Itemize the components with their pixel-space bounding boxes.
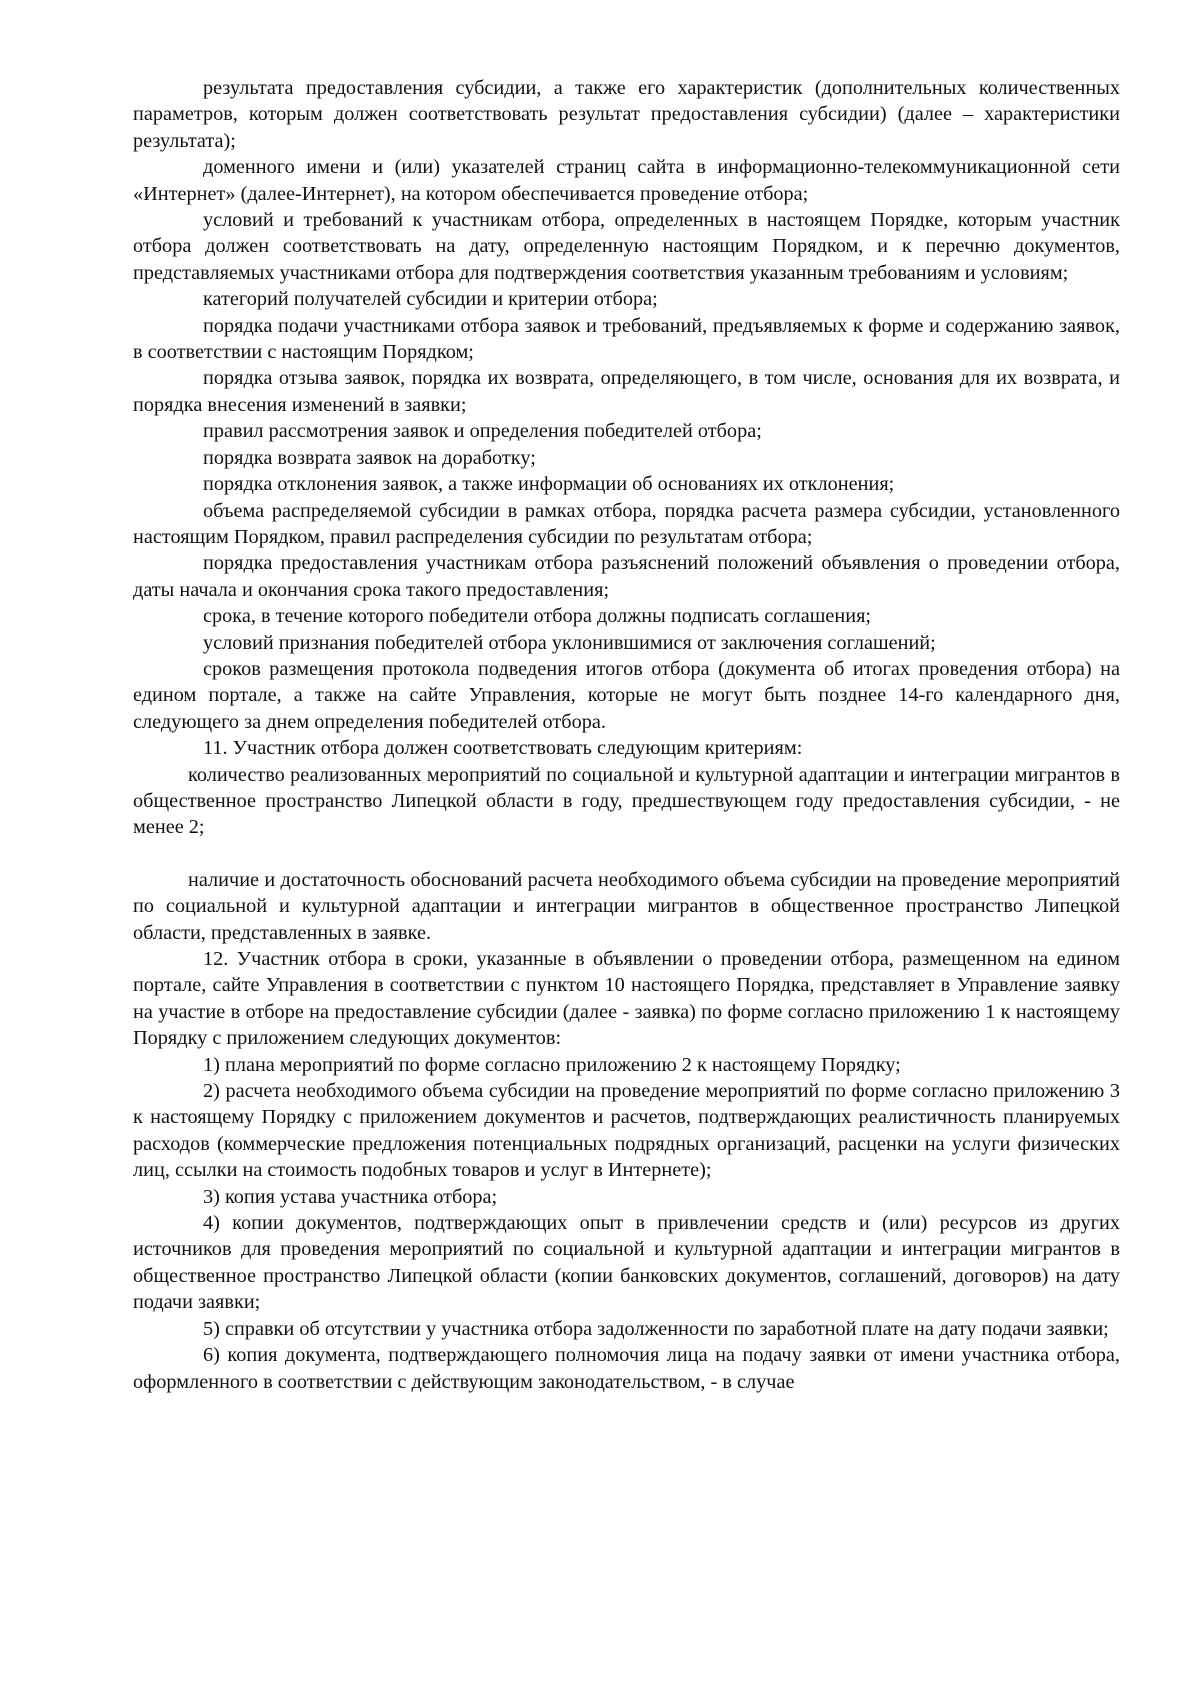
list-item: 6) копия документа, подтверждающего полномочия лица на подачу заявки от имени участника отбора, оформленного в соответствии с действующим законодательством, - в случае <box>133 1344 1120 1393</box>
criterion-paragraph: количество реализованных мероприятий по социальной и культурной адаптации и интеграции мигрантов в общественное пространство Липецкой области в году, предшествующем году предоставления субсидии, - не менее 2; <box>133 763 1120 839</box>
paragraph: порядка отзыва заявок, порядка их возврата, определяющего, в том числе, основания для их возврата, и порядка внесения изменений в заявки; <box>133 367 1120 416</box>
list-item: 1) плана мероприятий по форме согласно приложению 2 к настоящему Порядку; <box>203 1053 901 1076</box>
paragraph: порядка отклонения заявок, а также информации об основаниях их отклонения; <box>203 473 895 496</box>
criterion-paragraph: наличие и достаточность обоснований расчета необходимого объема субсидии на проведение мероприятий по социальной и культурной адаптации и интеграции мигрантов в общественное пространство Липецкой области, представленных в заявке. <box>133 868 1120 944</box>
paragraph: порядка возврата заявок на доработку; <box>203 446 536 469</box>
list-item: 2) расчета необходимого объема субсидии на проведение мероприятий по форме согласно приложению 3 к настоящему Порядку с приложением документов и расчетов, подтверждающих реалистичность планируемых расходов (коммерческие предложения потенциальных подрядных организаций, расценки на услуги физических лиц, ссылки на стоимость подобных товаров и услуг в Интернете); <box>133 1080 1120 1182</box>
paragraph: объема распределяемой субсидии в рамках отбора, порядка расчета размера субсидии, установленного настоящим Порядком, правил распределения субсидии по результатам отбора; <box>133 499 1120 548</box>
paragraph: условий признания победителей отбора уклонившимися от заключения соглашений; <box>203 631 936 654</box>
paragraph: правил рассмотрения заявок и определения победителей отбора; <box>203 420 762 443</box>
paragraph: порядка предоставления участникам отбора разъяснений положений объявления о проведении отбора, даты начала и окончания срока такого предоставления; <box>133 552 1120 601</box>
paragraph: доменного имени и (или) указателей страниц сайта в информационно-телекоммуникационной сети «Интернет» (далее-Интернет), на котором обеспечивается проведение отбора; <box>133 156 1120 205</box>
paragraph: порядка подачи участниками отбора заявок и требований, предъявляемых к форме и содержанию заявок, в соответствии с настоящим Порядком; <box>133 314 1120 364</box>
list-item: 4) копии документов, подтверждающих опыт в привлечении средств и (или) ресурсов из других источников для проведения мероприятий по социальной и культурной адаптации и интеграции мигрантов в общественное пространство Липецкой области (копии банковских документов, соглашений, договоров) на дату подачи заявки; <box>133 1212 1120 1314</box>
list-item: 5) справки об отсутствии у участника отбора задолженности по заработной плате на дату подачи заявки; <box>203 1317 1109 1340</box>
paragraph: сроков размещения протокола подведения итогов отбора (документа об итогах проведения отбора) на едином портале, а также на сайте Управления, которые не могут быть позднее 14-го календарного дня, следующего за днем определения победителей отбора. <box>133 657 1120 733</box>
paragraph: результата предоставления субсидии, а также его характеристик (дополнительных количественных параметров, которым должен соответствовать результат предоставления субсидии) (далее – характеристики результата); <box>133 77 1120 152</box>
document-page <box>133 75 1120 1395</box>
section-11-heading: 11. Участник отбора должен соответствовать следующим критериям: <box>203 737 803 760</box>
list-item: 3) копия устава участника отбора; <box>203 1185 498 1208</box>
section-12-paragraph: 12. Участник отбора в сроки, указанные в объявлении о проведении отбора, размещенном на едином портале, сайте Управления в соответствии с пунктом 10 настоящего Порядка, представляет в Управление заявку на участие в отборе на предоставление субсидии (далее - заявка) по форме согласно приложению 1 к настоящему Порядку с приложением следующих документов: <box>133 948 1120 1050</box>
paragraph: срока, в течение которого победители отбора должны подписать соглашения; <box>203 605 872 628</box>
paragraph: условий и требований к участникам отбора, определенных в настоящем Порядке, которым участник отбора должен соответствовать на дату, определенную настоящим Порядком, и к перечню документов, представляемых участниками отбора для подтверждения соответствия указанным требованиям и условиям; <box>133 209 1120 284</box>
paragraph: категорий получателей субсидии и критерии отбора; <box>203 288 658 311</box>
